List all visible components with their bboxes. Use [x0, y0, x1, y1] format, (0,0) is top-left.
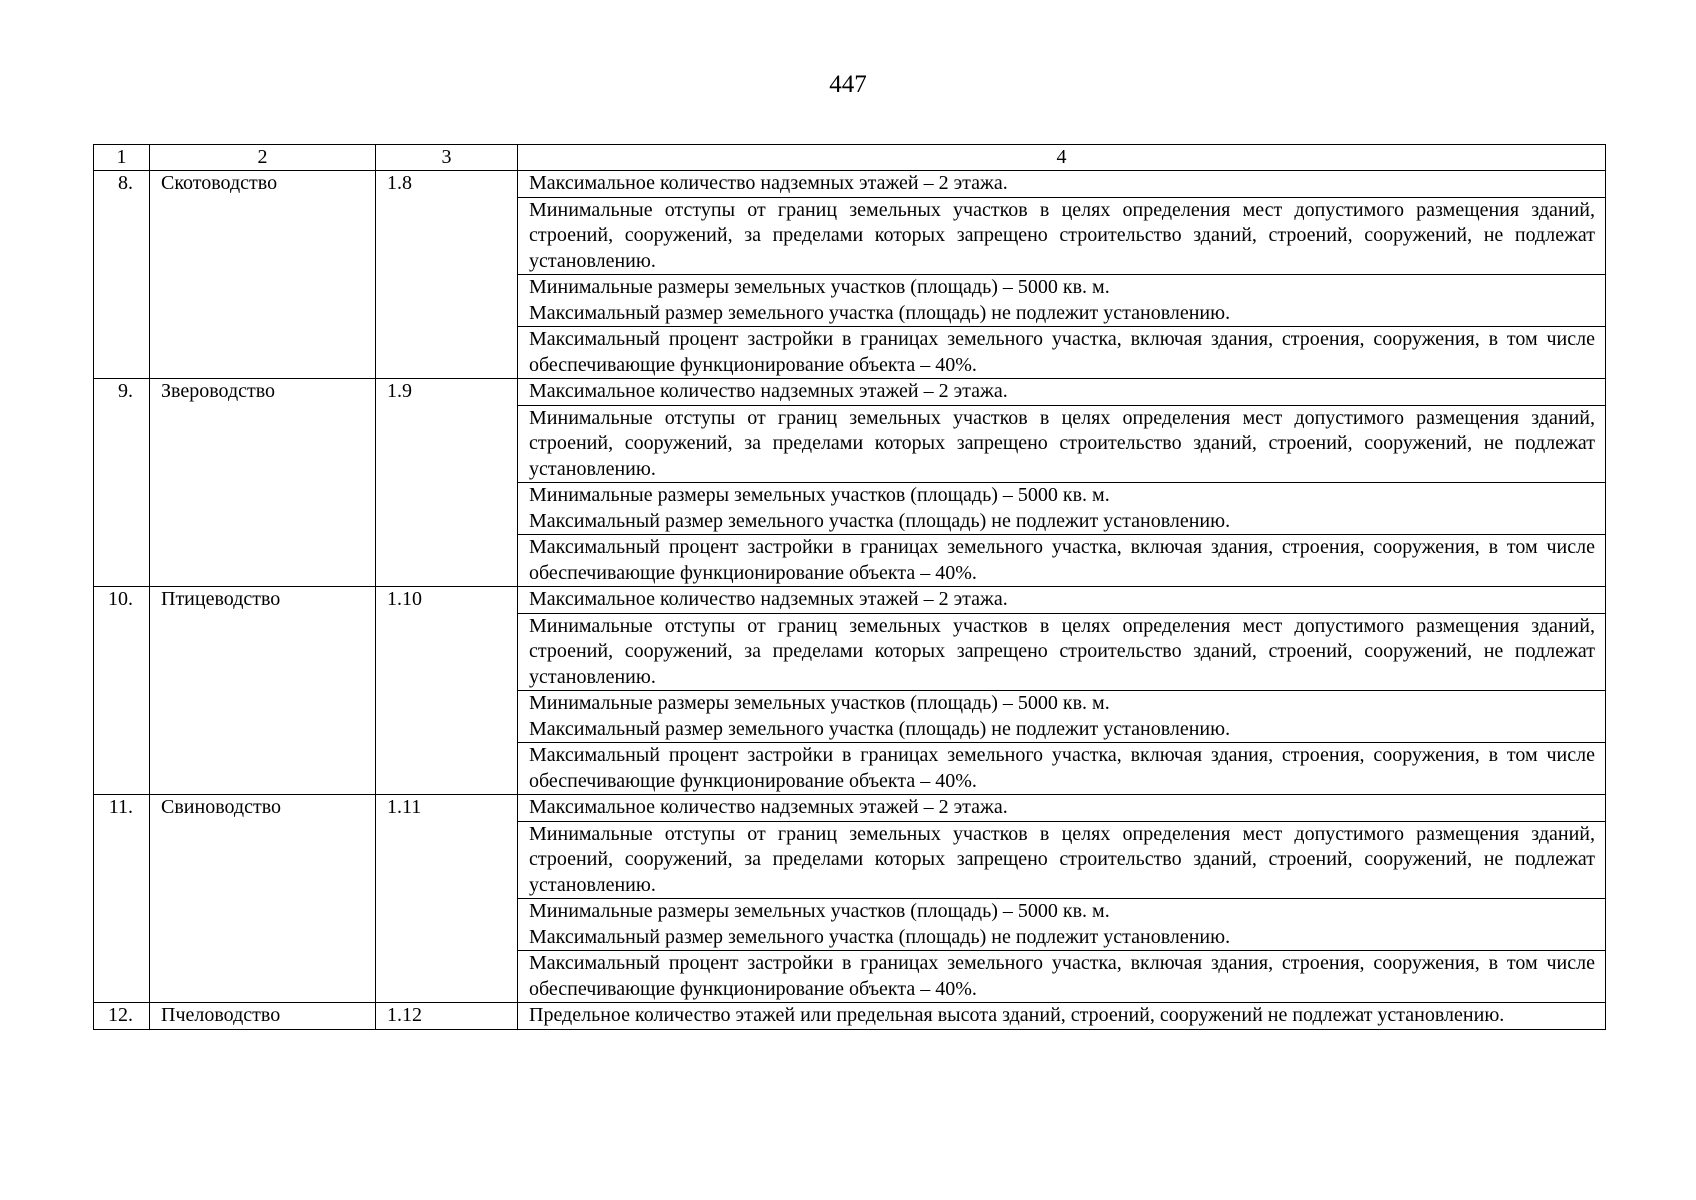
parameter-text: Минимальные отступы от границ земельных участков в целях определения мест допустимого размещения зданий, строений, сооружений, за пределами которых запрещено строительство зданий, строений, сооружений, не подлежат установлению. — [529, 614, 1595, 688]
row-number-cell: 12. — [94, 1003, 150, 1030]
land-use-name-cell: Звероводство — [150, 379, 376, 587]
parameter-cell — [518, 171, 1606, 198]
parameter-cell — [518, 405, 1606, 483]
parameter-text: Максимальный процент застройки в границах земельного участка, включая здания, строения, сооружения, в том числе обеспечивающие функционирование объекта – 40%. — [529, 536, 1595, 584]
regulations-table-body — [94, 145, 1606, 1030]
parameter-text: Максимальный размер земельного участка (площадь) не подлежит установлению. — [529, 509, 1231, 532]
regulations-table — [93, 144, 1606, 1030]
land-use-name-cell: Пчеловодство — [150, 1003, 376, 1030]
parameter-text: Минимальные размеры земельных участков (площадь) – 5000 кв. м. — [529, 900, 1110, 922]
parameter-cell — [518, 1003, 1606, 1030]
table-row — [94, 171, 1606, 198]
header-cell-col1: 1 — [94, 145, 150, 171]
header-cell-col2: 2 — [150, 145, 376, 171]
parameter-text: Максимальный процент застройки в границах земельного участка, включая здания, строения, сооружения, в том числе обеспечивающие функционирование объекта – 40%. — [529, 952, 1595, 1000]
page-number: 447 — [829, 71, 867, 98]
table-row — [94, 1003, 1606, 1030]
parameter-text: Максимальный размер земельного участка (площадь) не подлежит установлению. — [529, 925, 1231, 948]
land-use-name-cell: Свиноводство — [150, 795, 376, 1003]
parameter-cell — [518, 587, 1606, 614]
parameter-cell — [518, 951, 1606, 1003]
land-use-name-cell: Птицеводство — [150, 587, 376, 795]
parameter-cell — [518, 483, 1606, 535]
parameter-cell — [518, 691, 1606, 743]
parameter-text: Минимальные отступы от границ земельных участков в целях определения мест допустимого размещения зданий, строений, сооружений, за пределами которых запрещено строительство зданий, строений, сооружений, не подлежат установлению. — [529, 822, 1595, 896]
parameter-cell — [518, 327, 1606, 379]
parameter-text: Максимальное количество надземных этажей – 2 этажа. — [529, 588, 1008, 610]
land-use-code-cell: 1.12 — [376, 1003, 518, 1030]
table-row — [94, 379, 1606, 406]
parameter-cell — [518, 197, 1606, 275]
header-cell-col3: 3 — [376, 145, 518, 171]
row-number-cell: 11. — [94, 795, 150, 1003]
parameter-text: Минимальные отступы от границ земельных участков в целях определения мест допустимого размещения зданий, строений, сооружений, за пределами которых запрещено строительство зданий, строений, сооружений, не подлежат установлению. — [529, 406, 1595, 480]
parameter-cell — [518, 899, 1606, 951]
parameter-text: Максимальное количество надземных этажей – 2 этажа. — [529, 172, 1008, 194]
row-number-cell: 10. — [94, 587, 150, 795]
land-use-code-cell: 1.11 — [376, 795, 518, 1003]
table-header-row — [94, 145, 1606, 171]
parameter-text: Минимальные размеры земельных участков (площадь) – 5000 кв. м. — [529, 692, 1110, 714]
parameter-text: Минимальные размеры земельных участков (площадь) – 5000 кв. м. — [529, 276, 1110, 298]
land-use-name-cell: Скотоводство — [150, 171, 376, 379]
row-number-cell: 9. — [94, 379, 150, 587]
parameter-cell — [518, 535, 1606, 587]
parameter-text: Максимальное количество надземных этажей – 2 этажа. — [529, 796, 1008, 818]
parameter-text: Максимальное количество надземных этажей – 2 этажа. — [529, 380, 1008, 402]
parameter-cell — [518, 743, 1606, 795]
parameter-cell — [518, 379, 1606, 406]
parameter-cell — [518, 275, 1606, 327]
land-use-code-cell: 1.8 — [376, 171, 518, 379]
parameter-cell — [518, 821, 1606, 899]
land-use-code-cell: 1.9 — [376, 379, 518, 587]
parameter-text: Максимальный процент застройки в границах земельного участка, включая здания, строения, сооружения, в том числе обеспечивающие функционирование объекта – 40%. — [529, 744, 1595, 792]
parameter-text: Максимальный размер земельного участка (площадь) не подлежит установлению. — [529, 717, 1231, 740]
row-number-cell: 8. — [94, 171, 150, 379]
parameter-cell — [518, 795, 1606, 822]
parameter-text: Предельное количество этажей или предельная высота зданий, строений, сооружений не подлежат установлению. — [529, 1004, 1505, 1026]
table-row — [94, 587, 1606, 614]
table-row — [94, 795, 1606, 822]
land-use-code-cell: 1.10 — [376, 587, 518, 795]
parameter-text: Минимальные отступы от границ земельных участков в целях определения мест допустимого размещения зданий, строений, сооружений, за пределами которых запрещено строительство зданий, строений, сооружений, не подлежат установлению. — [529, 198, 1595, 272]
parameter-text: Максимальный размер земельного участка (площадь) не подлежит установлению. — [529, 301, 1231, 324]
parameter-cell — [518, 613, 1606, 691]
parameter-text: Максимальный процент застройки в границах земельного участка, включая здания, строения, сооружения, в том числе обеспечивающие функционирование объекта – 40%. — [529, 328, 1595, 376]
header-cell-col4: 4 — [518, 145, 1606, 171]
parameter-text: Минимальные размеры земельных участков (площадь) – 5000 кв. м. — [529, 484, 1110, 506]
